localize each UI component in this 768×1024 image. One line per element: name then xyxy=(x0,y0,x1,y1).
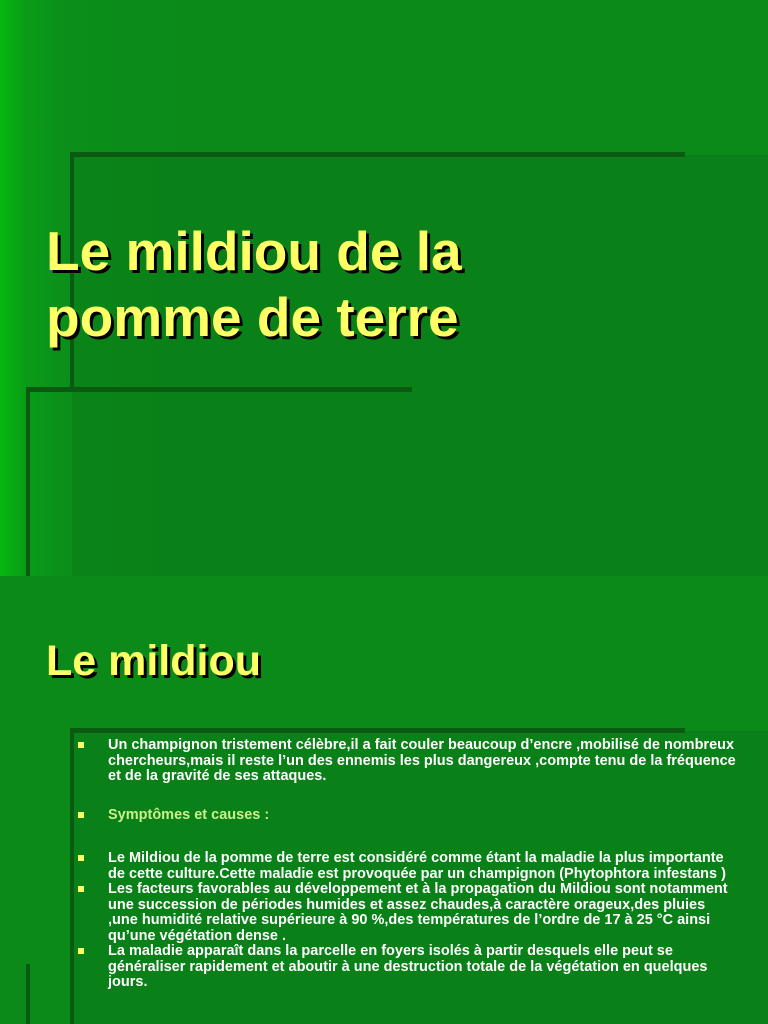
title-line-1: Le mildiou de la xyxy=(46,220,462,282)
bullet-item: Les facteurs favorables au développement et à la propagation du Mildiou sont notamment une succession de périodes humides et assez chaudes,à caractère orageux,des pluies ,une humidité relative supérieure à 90 %,des températures de l’ordre de 17 à 25 °C ainsi qu’une végétation dense . xyxy=(78,882,738,944)
bullet-item: Le Mildiou de la pomme de terre est considéré comme étant la maladie la plus importante de cette culture.Cette maladie est provoquée par un champignon (Phytophtora infestans ) xyxy=(78,851,738,882)
decor-line-middle xyxy=(26,387,412,392)
bullet-item: Symptômes et causes : xyxy=(78,808,738,824)
decor-line-left-lower xyxy=(26,390,30,576)
bullet-square-icon xyxy=(78,948,84,954)
slide-2 xyxy=(0,576,768,1024)
decor-line-top xyxy=(72,728,685,733)
bullet-square-icon xyxy=(78,742,84,748)
bullet-square-icon xyxy=(78,812,84,818)
decor-line-left xyxy=(70,728,74,1024)
decor-line-left-lower xyxy=(26,964,30,1024)
bullet-item: Un champignon tristement célèbre,il a fait couler beaucoup d’encre ,mobilisé de nombreux chercheurs,mais il reste l’un des ennemis les plus dangereux ,compte tenu de la fréquence et de la gravité de ses attaques. xyxy=(78,738,738,785)
bullet-item: La maladie apparaît dans la parcelle en foyers isolés à partir desquels elle peut se généraliser rapidement et aboutir à une destruction totale de la végétation en quelques jours. xyxy=(78,944,738,991)
decor-line-top xyxy=(72,152,685,157)
bullet-list xyxy=(78,738,738,991)
slide-2-title: Le mildiou xyxy=(46,637,261,685)
bullet-square-icon xyxy=(78,855,84,861)
bullet-square-icon xyxy=(78,886,84,892)
slide-1-title xyxy=(46,218,726,350)
title-line-2: pomme de terre xyxy=(46,286,459,348)
